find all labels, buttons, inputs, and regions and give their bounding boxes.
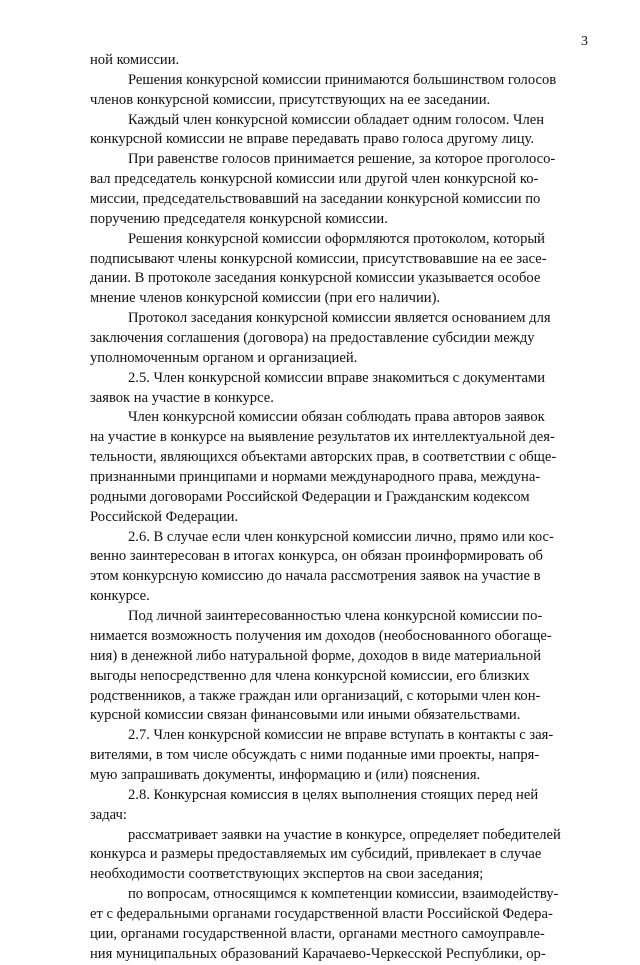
text-line: Российской Федерации. [90, 508, 239, 525]
text-line: ной комиссии. [90, 52, 180, 68]
text-line: курсной комиссии связан финансовыми или иными обязательствами. [90, 707, 521, 724]
text-line: конкурсной комиссии не вправе передавать право голоса другому лицу. [90, 131, 535, 148]
text-line: конкурса и размеры предоставляемых им субсидий, привлекает в случае [90, 846, 542, 863]
text-line: необходимости соответствующих экспертов на свои заседания; [90, 866, 484, 883]
text-line: 2.7. Член конкурсной комиссии не вправе вступать в контакты с зая- [128, 727, 554, 744]
text-line: ции, органами государственной власти, органами местного самоуправле- [90, 925, 545, 942]
text-line: выгоды непосредственно для члена конкурсной комиссии, его близких [90, 667, 530, 684]
text-line: заключения соглашения (договора) на предоставление субсидии между [90, 330, 535, 347]
text-line: При равенстве голосов принимается решение, за которое проголосо- [128, 151, 556, 168]
text-line: 2.5. Член конкурсной комиссии вправе знакомиться с документами [128, 369, 546, 386]
text-line: уполномоченным органом и организацией. [90, 349, 358, 366]
text-line: миссии, председательствовавший на заседании конкурсной комиссии по [90, 191, 541, 208]
text-line: мнение членов конкурсной комиссии (при его наличии). [90, 290, 441, 307]
body-text [90, 51, 610, 965]
text-line: членов конкурсной комиссии, присутствующих на ее заседании. [90, 91, 491, 108]
text-line: ния муниципальных образований Карачаево-Черкесской Республики, ор- [90, 945, 546, 962]
text-line: Член конкурсной комиссии обязан соблюдать права авторов заявок [128, 409, 545, 426]
text-line: венно заинтересован в итогах конкурса, он обязан проинформировать об [90, 548, 543, 565]
text-line: 2.8. Конкурсная комиссия в целях выполнения стоящих перед ней [128, 786, 539, 803]
text-line: Под личной заинтересованностью члена конкурсной комиссии по- [128, 608, 543, 625]
text-line: вал председатель конкурсной комиссии или другой член конкурсной ко- [90, 171, 539, 188]
text-line: тельности, являющихся объектами авторских прав, в соответствии с обще- [90, 449, 557, 466]
text-line: мую запрашивать документы, информацию и (или) пояснения. [90, 766, 481, 783]
text-line: родными договорами Российской Федерации и Гражданским кодексом [90, 488, 530, 505]
text-line: родственников, а также граждан или организаций, с которыми член кон- [90, 687, 541, 704]
text-line: задач: [90, 806, 127, 823]
page-number: 3 [581, 34, 588, 49]
text-line: нимается возможность получения им доходов (необоснованного обогаще- [90, 627, 552, 644]
text-line: этом конкурсную комиссию до начала рассмотрения заявок на участие в [90, 568, 541, 585]
text-line: ет с федеральными органами государственной власти Российской Федера- [90, 905, 553, 922]
text-line: рассматривает заявки на участие в конкурсе, определяет победителей [128, 826, 561, 843]
text-line: ния) в денежной либо натуральной форме, доходов в виде материальной [90, 647, 542, 664]
text-line: 2.6. В случае если член конкурсной комиссии лично, прямо или кос- [128, 528, 554, 545]
text-line: подписывают члены конкурсной комиссии, присутствовавшие на ее засе- [90, 250, 547, 267]
text-line: вителями, в том числе обсуждать с ними поданные ими проекты, напря- [90, 747, 540, 764]
text-line: поручению председателя конкурсной комиссии. [90, 210, 388, 227]
text-line: Решения конкурсной комиссии принимаются большинством голосов [128, 71, 557, 88]
text-line: на участие в конкурсе на выявление результатов их интеллектуальной дея- [90, 429, 555, 446]
text-line: Каждый член конкурсной комиссии обладает одним голосом. Член [128, 111, 545, 128]
text-line: заявок на участие в конкурсе. [90, 389, 274, 406]
text-line: Решения конкурсной комиссии оформляются протоколом, который [128, 230, 545, 247]
text-line: Протокол заседания конкурсной комиссии является основанием для [128, 310, 551, 327]
text-line: дании. В протоколе заседания конкурсной комиссии указывается особое [90, 270, 541, 287]
text-line: по вопросам, относящимся к компетенции комиссии, взаимодейству- [128, 886, 559, 903]
text-line: признанными принципами и нормами международного права, междуна- [90, 469, 541, 486]
text-line: конкурсе. [90, 588, 150, 605]
